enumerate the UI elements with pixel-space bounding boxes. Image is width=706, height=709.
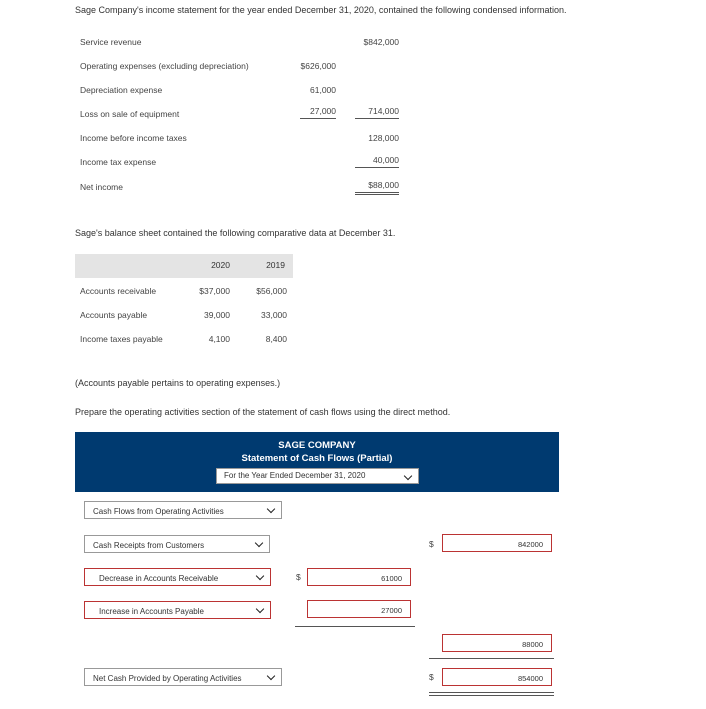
double-rule-top [429,692,554,693]
double-rule-bottom [429,695,554,696]
line-5-total-input[interactable]: 854000 [442,668,552,686]
bs-ap-2020: 39,000 [204,310,230,320]
subtotal-rule [295,626,415,627]
is-value-income-tax: 40,000 [355,155,399,168]
bs-label-accounts-receivable: Accounts receivable [80,286,157,296]
line-1-select[interactable] [84,535,270,553]
is-label-service-revenue: Service revenue [80,37,142,47]
chevron-down-icon [256,572,264,580]
statement-header [75,432,559,492]
is-value-loss-on-sale: 27,000 [300,106,336,119]
period-select-value: For the Year Ended December 31, 2020 [224,471,366,480]
line-3-amount-input[interactable]: 27000 [307,600,411,618]
bs-label-accounts-payable: Accounts payable [80,310,148,320]
is-label-depreciation: Depreciation expense [80,85,163,95]
line-3-select[interactable] [84,601,271,619]
is-value-income-before-tax: 128,000 [368,133,399,143]
bs-itp-2020: 4,100 [208,334,230,344]
bs-ar-2019: $56,000 [256,286,287,296]
balance-intro-text: Sage's balance sheet contained the following comparative data at December 31. [75,228,396,238]
bs-header-2019: 2019 [266,260,285,270]
line-4-total-input[interactable]: 88000 [442,634,552,652]
dollar-sign: $ [429,539,434,549]
is-value-total-expenses: 714,000 [355,106,399,119]
line-1-select-value: Cash Receipts from Customers [93,541,205,550]
is-label-loss-on-sale: Loss on sale of equipment [80,109,180,119]
is-value-net-income: $88,000 [355,180,399,195]
section-select-value: Cash Flows from Operating Activities [93,507,224,516]
instruction-text: Prepare the operating activities section of the statement of cash flows using the direct method. [75,407,451,417]
section-select[interactable] [84,501,282,519]
is-label-net-income: Net income [80,182,123,192]
is-value-depreciation: 61,000 [310,85,336,95]
is-label-operating-expenses: Operating expenses (excluding depreciation) [80,61,249,71]
chevron-down-icon [256,605,264,613]
bs-label-income-taxes-payable: Income taxes payable [80,334,163,344]
line-1-total-input[interactable]: 842000 [442,534,552,552]
intro-text: Sage Company's income statement for the year ended December 31, 2020, contained the following condensed information. [75,5,567,15]
is-label-income-tax: Income tax expense [80,157,157,167]
total-rule [429,658,554,659]
chevron-down-icon [404,472,412,480]
bs-itp-2019: 8,400 [265,334,287,344]
statement-title: Statement of Cash Flows (Partial) [241,453,393,464]
company-name: SAGE COMPANY [278,440,356,451]
is-value-service-revenue: $842,000 [363,37,399,47]
line-5-select-value: Net Cash Provided by Operating Activities [93,674,242,683]
line-3-select-value: Increase in Accounts Payable [99,607,204,616]
chevron-down-icon [267,505,275,513]
is-label-income-before-tax: Income before income taxes [80,133,187,143]
period-select[interactable] [216,468,419,484]
dollar-sign: $ [429,672,434,682]
bs-ap-2019: 33,000 [261,310,287,320]
line-2-amount-input[interactable]: 61000 [307,568,411,586]
line-5-select[interactable] [84,668,282,686]
line-2-select-value: Decrease in Accounts Receivable [99,574,219,583]
chevron-down-icon [255,539,263,547]
bs-ar-2020: $37,000 [199,286,230,296]
is-value-operating-expenses: $626,000 [300,61,336,71]
line-2-select[interactable] [84,568,271,586]
note-text: (Accounts payable pertains to operating expenses.) [75,378,281,388]
bs-header-2020: 2020 [211,260,230,270]
dollar-sign: $ [296,572,301,582]
chevron-down-icon [267,672,275,680]
